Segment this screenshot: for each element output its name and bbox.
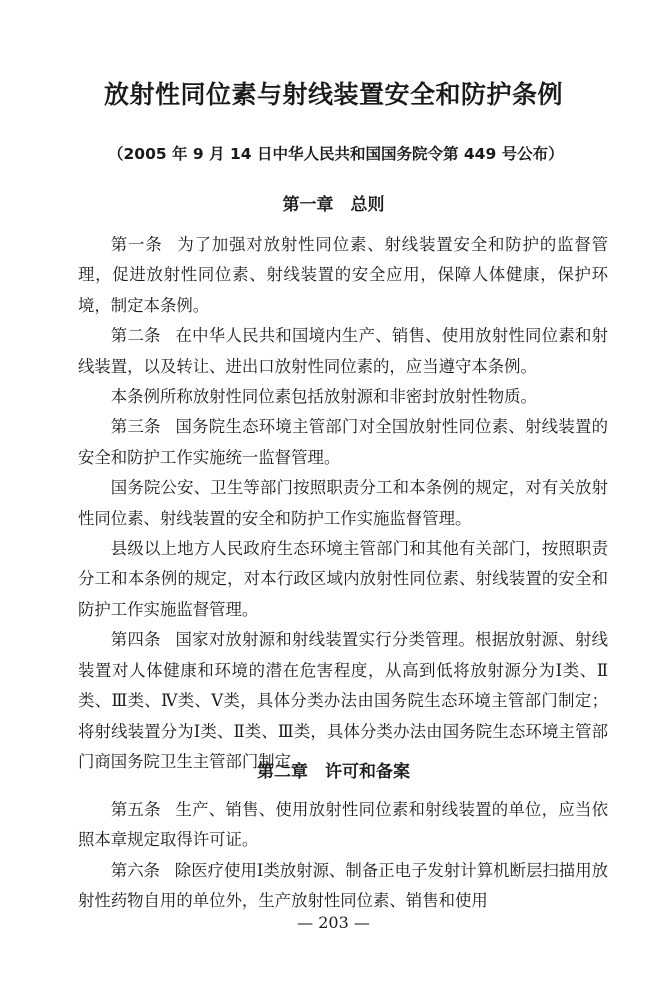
article-1 (78, 230, 608, 321)
article-number: 第四条 (110, 630, 161, 650)
article-3-paragraph-2 (78, 473, 608, 534)
document-subtitle: （2005 年 9 月 14 日中华人民共和国国务院令第 449 号公布） (108, 145, 564, 163)
article-number: 第二条 (110, 326, 161, 346)
article-text: 生产、销售、使用放射性同位素和射线装置的单位，应当依照本章规定取得许可证。 (78, 800, 609, 850)
article-number: 第五条 (110, 800, 161, 819)
article-6 (78, 856, 608, 917)
article-text: 为了加强对放射性同位素、射线装置安全和防护的监督管理，促进放射性同位素、射线装置的安全应用，保障人体健康，保护环境，制定本条例。 (78, 235, 609, 315)
article-5 (78, 795, 608, 856)
article-number: 第一条 (110, 235, 163, 254)
article-3-paragraph-3 (78, 534, 608, 625)
chapter-1-body (78, 230, 608, 777)
chapter-heading-1: 第一章 总则 (282, 195, 385, 215)
article-number: 第六条 (110, 860, 161, 880)
page-number: — 203 — (297, 913, 370, 932)
chapter-heading-2: 第二章 许可和备案 (257, 762, 410, 782)
article-number: 第三条 (110, 417, 161, 437)
article-4 (78, 625, 608, 777)
paragraph-text: 县级以上地方人民政府生态环境主管部门和其他有关部门，按照职责分工和本条例的规定，对本行政区域内放射性同位素、射线装置的安全和防护工作实施监督管理。 (78, 539, 608, 619)
paragraph-text: 国务院公安、卫生等部门按照职责分工和本条例的规定，对有关放射性同位素、射线装置的安全和防护工作实施监督管理。 (78, 478, 608, 528)
article-2-paragraph-2 (78, 382, 608, 412)
article-text: 在中华人民共和国境内生产、销售、使用放射性同位素和射线装置，以及转让、进出口放射性同位素的，应当遵守本条例。 (78, 326, 609, 376)
article-text: 国家对放射源和射线装置实行分类管理。根据放射源、射线装置对人体健康和环境的潜在危害程度，从高到低将放射源分为Ⅰ类、Ⅱ类、Ⅲ类、Ⅳ类、Ⅴ类，具体分类办法由国务院生态环境主管部门制定；将射线装置分为Ⅰ类、Ⅱ类、Ⅲ类，具体分类办法由国务院生态环境主管部门商国务院卫生主管部门制定。 (78, 630, 609, 771)
article-3 (78, 412, 608, 473)
paragraph-text: 本条例所称放射性同位素包括放射源和非密封放射性物质。 (110, 387, 537, 407)
chapter-2-body (78, 795, 608, 917)
document-title: 放射性同位素与射线装置安全和防护条例 (103, 80, 563, 109)
article-2 (78, 321, 608, 382)
article-text: 除医疗使用Ⅰ类放射源、制备正电子发射计算机断层扫描用放射性药物自用的单位外，生产放射性同位素、销售和使用 (78, 860, 609, 911)
article-text: 国务院生态环境主管部门对全国放射性同位素、射线装置的安全和防护工作实施统一监督管理。 (78, 417, 609, 467)
